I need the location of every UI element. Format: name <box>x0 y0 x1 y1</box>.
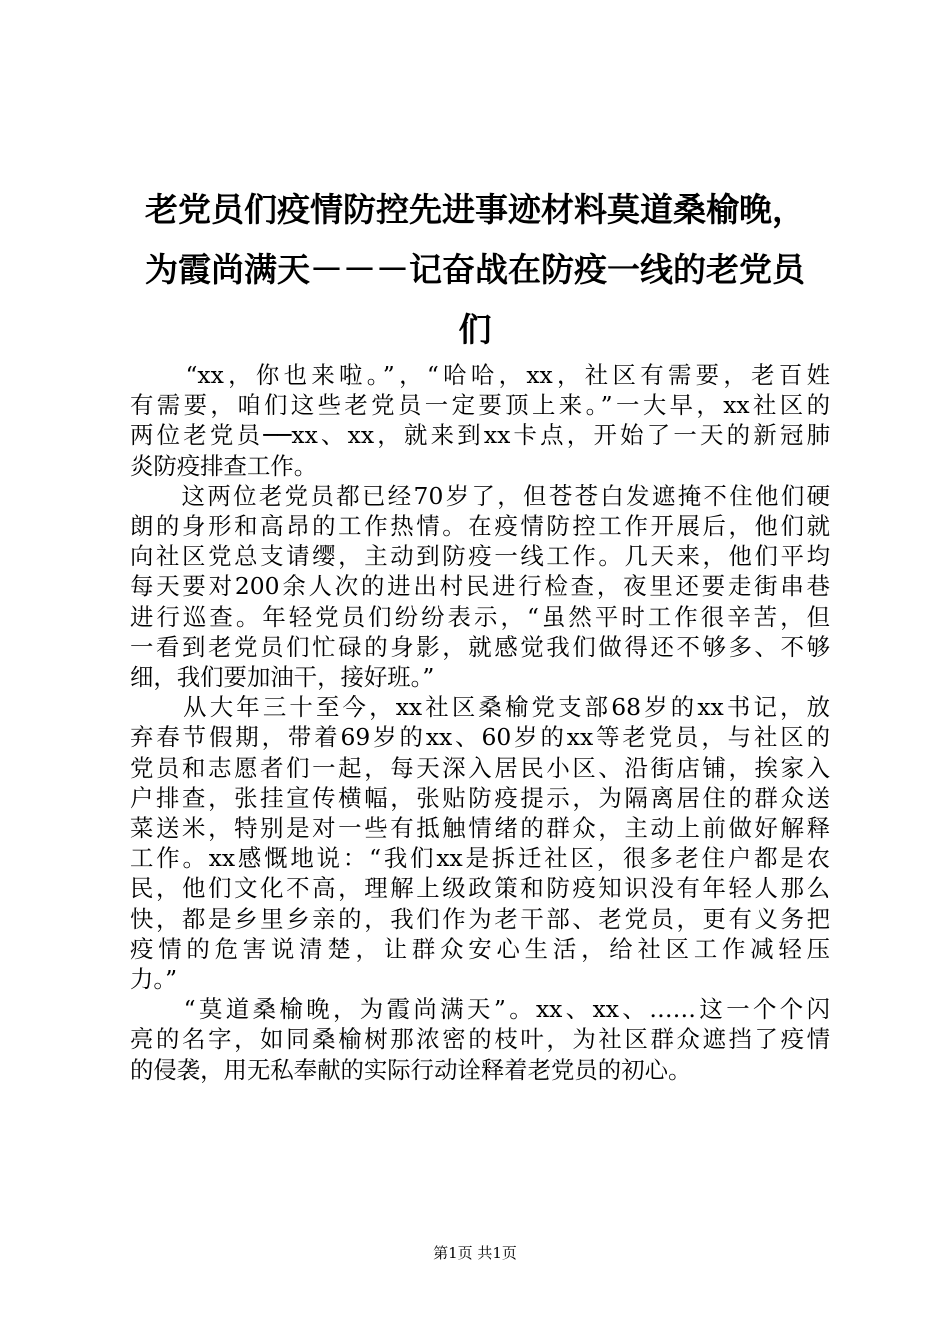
text-line: 的侵袭，用无私奉献的实际行动诠释着老党员的初心。 <box>130 1055 692 1084</box>
text-line: 党员和志愿者们一起，每天深入居民小区、沿街店铺，挨家入 <box>130 753 830 782</box>
text-line: 这两位老党员都已经70岁了，但苍苍白发遮掩不住他们硬 <box>130 481 830 510</box>
text-line: 快，都是乡里乡亲的，我们作为老干部、老党员，更有义务把 <box>130 904 830 933</box>
title-line: 老党员们疫情防控先进事迹材料莫道桑榆晚， <box>145 190 805 229</box>
text-line: 从大年三十至今，xx社区桑榆党支部68岁的xx书记，放 <box>130 693 830 722</box>
text-line: 菜送米，特别是对一些有抵触情绪的群众，主动上前做好解释 <box>130 814 830 843</box>
text-line: 有需要，咱们这些老党员一定要顶上来。”一大早，xx社区的 <box>130 391 830 420</box>
text-line: 一看到老党员们忙碌的身影，就感觉我们做得还不够多、不够 <box>130 632 830 661</box>
paragraph-4 <box>130 994 830 1085</box>
text-line: 细，我们要加油干，接好班。” <box>130 663 435 692</box>
text-line: 亮的名字，如同桑榆树那浓密的枝叶，为社区群众遮挡了疫情 <box>130 1025 830 1054</box>
text-line: 力。” <box>130 965 178 994</box>
text-line: 工作。xx感慨地说：“我们xx是拆迁社区，很多老住户都是农 <box>130 844 830 873</box>
text-line: 疫情的危害说清楚，让群众安心生活，给社区工作减轻压 <box>130 934 830 963</box>
text-line: “xx，你也来啦。”，“哈哈，xx，社区有需要，老百姓 <box>130 361 830 389</box>
title-line: 们 <box>458 310 492 349</box>
text-line: 弃春节假期，带着69岁的xx、60岁的xx等老党员，与社区的 <box>130 723 830 752</box>
text-line: 朗的身形和高昂的工作热情。在疫情防控工作开展后，他们就 <box>130 512 830 541</box>
text-line: “莫道桑榆晚，为霞尚满天”。xx、xx、……这一个个闪 <box>130 995 830 1024</box>
text-line: 进行巡查。年轻党员们纷纷表示，“虽然平时工作很辛苦，但 <box>130 602 830 631</box>
text-line: 民，他们文化不高，理解上级政策和防疫知识没有年轻人那么 <box>130 874 830 903</box>
document-body <box>130 360 830 1085</box>
paragraph-3 <box>130 692 830 994</box>
text-line: 每天要对200余人次的进出村民进行检查，夜里还要走街串巷 <box>130 572 830 601</box>
page-footer: 第1页 共1页 <box>433 1244 517 1262</box>
paragraph-1 <box>130 360 830 481</box>
text-line: 户排查，张挂宣传横幅，张贴防疫提示，为隔离居住的群众送 <box>130 783 830 812</box>
paragraph-2 <box>130 481 830 692</box>
text-line: 两位老党员──xx、xx，就来到xx卡点，开始了一天的新冠肺 <box>130 421 830 450</box>
title-line: 为霞尚满天－－－记奋战在防疫一线的老党员 <box>145 250 805 289</box>
text-line: 向社区党总支请缨，主动到防疫一线工作。几天来，他们平均 <box>130 542 830 571</box>
document-title <box>120 180 830 360</box>
text-line: 炎防疫排查工作。 <box>130 451 318 480</box>
